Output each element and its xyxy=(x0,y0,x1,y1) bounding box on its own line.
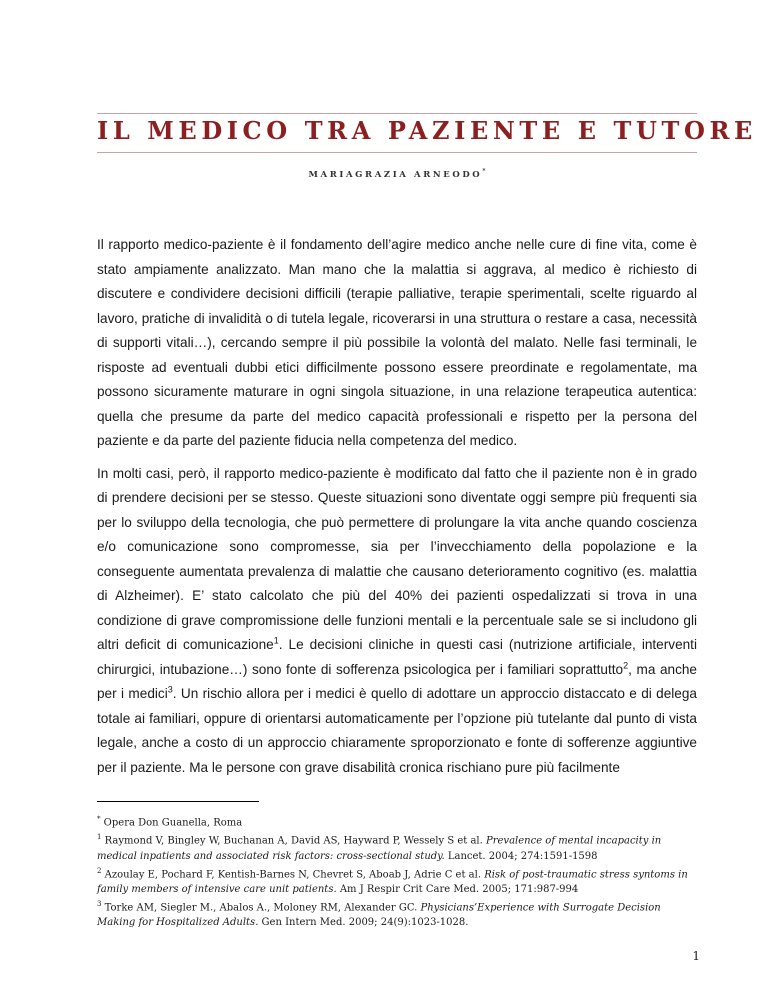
footnote-1-source: Lancet. 2004; 274:1591-1598 xyxy=(444,850,598,862)
footnote-1 xyxy=(97,830,697,863)
footnote-2-title: Risk of post-traumatic stress syntoms in family members of intensive care unit patients. xyxy=(97,868,688,895)
footnote-3 xyxy=(97,897,697,930)
footnote-3-authors: Torke AM, Siegler M., Abalos A., Moloney RM, Alexander GC. xyxy=(101,902,421,914)
footnote-2-mark: 2 xyxy=(97,866,102,875)
paragraph-2 xyxy=(97,462,697,781)
footnote-2 xyxy=(97,864,697,897)
author-footnote-mark: * xyxy=(482,168,486,175)
footnote-1-title: Prevalence of mental incapacity in medical inpatients and associated risk factors: cross-sectional study. xyxy=(97,835,662,862)
footnote-2-source: Am J Respir Crit Care Med. 2005; 171:987-994 xyxy=(336,883,579,895)
paragraph-2-part-a: In molti casi, però, il rapporto medico-paziente è modificato dal fatto che il paziente non è in grado di prendere decisioni per se stesso. Queste situazioni sono diventate oggi sempre più frequenti sia per lo sviluppo della tecnologia, che può permettere di prolungare la vita anche quando coscienza e/o comunicazione sono compromesse, sia per l’invecchiamento della popolazione e la conseguente aumentata prevalenza di malattie che causano deterioramento cognitivo (es. malattia di Alzheimer). E’ stato calcolato che più del 40% dei pazienti ospedalizzati si trova in una condizione di grave compromissione delle funzioni mentali e la percentuale sale se si includono gli altri deficit di comunicazione xyxy=(97,465,697,652)
footnote-2-authors: Azoulay E, Pochard F, Kentish-Barnes N, Chevret S, Aboab J, Adrie C et al. xyxy=(101,868,485,880)
footnote-3-mark: 3 xyxy=(97,899,102,908)
title-rule-top xyxy=(97,113,697,114)
title-rule-bottom xyxy=(97,152,697,153)
article-title: IL MEDICO TRA PAZIENTE E TUTORE xyxy=(97,116,757,145)
footnote-3-source: Gen Intern Med. 2009; 24(9):1023-1028. xyxy=(258,917,469,929)
footnote-star-mark: * xyxy=(97,815,101,823)
paragraph-1: Il rapporto medico-paziente è il fondamento dell’agire medico anche nelle cure di fine vita, come è stato ampiamente analizzato. Man mano che la malattia si aggrava, al medico è richiesto di discutere e condividere decisioni difficili (terapie palliative, terapie sperimentali, scelte riguardo al lavoro, pratiche di invalidità o di tutela legale, ricoverarsi in una struttura o restare a casa, necessità di supporti vitali…), cercando sempre il più possibile la volontà del malato. Nelle fasi terminali, le risposte ad eventuali dubbi etici difficilmente possono essere preordinate e regolamentate, ma possono sicuramente maturare in ogni singola situazione, in una relazione terapeutica autentica: quella che presume da parte del medico capacità professionali e rispetto per la persona del paziente e da parte del paziente fiducia nella competenza del medico. xyxy=(97,237,697,448)
footnote-separator xyxy=(97,801,259,802)
author-name: MARIAGRAZIA ARNEODO xyxy=(308,169,483,180)
author-line xyxy=(97,168,697,180)
footnote-star xyxy=(97,812,697,830)
paragraph-2-part-d: . Un rischio allora per i medici è quello di adottare un approccio distaccato e di delega totale ai familiari, oppure di orientarsi automaticamente per l’opzione più tutelante dal punto di vista legale, anche a costo di un approccio chiaramente sproporzionato e fonte di sofferenze aggiuntive per il paziente. Ma le persone con grave disabilità cronica rischiano pure più facilmente xyxy=(97,686,697,775)
footnote-ref-3: 3 xyxy=(167,684,173,695)
footnote-ref-2: 2 xyxy=(623,659,629,670)
article-body xyxy=(97,233,697,788)
paragraph-2-part-c: , ma anche per i medici xyxy=(97,661,697,701)
footnote-1-authors: Raymond V, Bingley W, Buchanan A, David AS, Hayward P, Wessely S et al. xyxy=(101,835,486,847)
footnote-star-text: Opera Don Guanella, Roma xyxy=(100,817,243,829)
footnote-3-title: Physicians’Experience with Surrogate Decision Making for Hospitalized Adults. xyxy=(97,902,661,929)
footnotes xyxy=(97,806,697,930)
footnote-1-mark: 1 xyxy=(97,833,102,842)
page-number: 1 xyxy=(692,949,700,963)
paragraph-2-part-b: . Le decisioni cliniche in questi casi (nutrizione artificiale, interventi chirurgici, intubazione…) sono fonte di sofferenza psicologica per i familiari soprattutto xyxy=(97,637,697,677)
footnote-ref-1: 1 xyxy=(273,635,279,646)
